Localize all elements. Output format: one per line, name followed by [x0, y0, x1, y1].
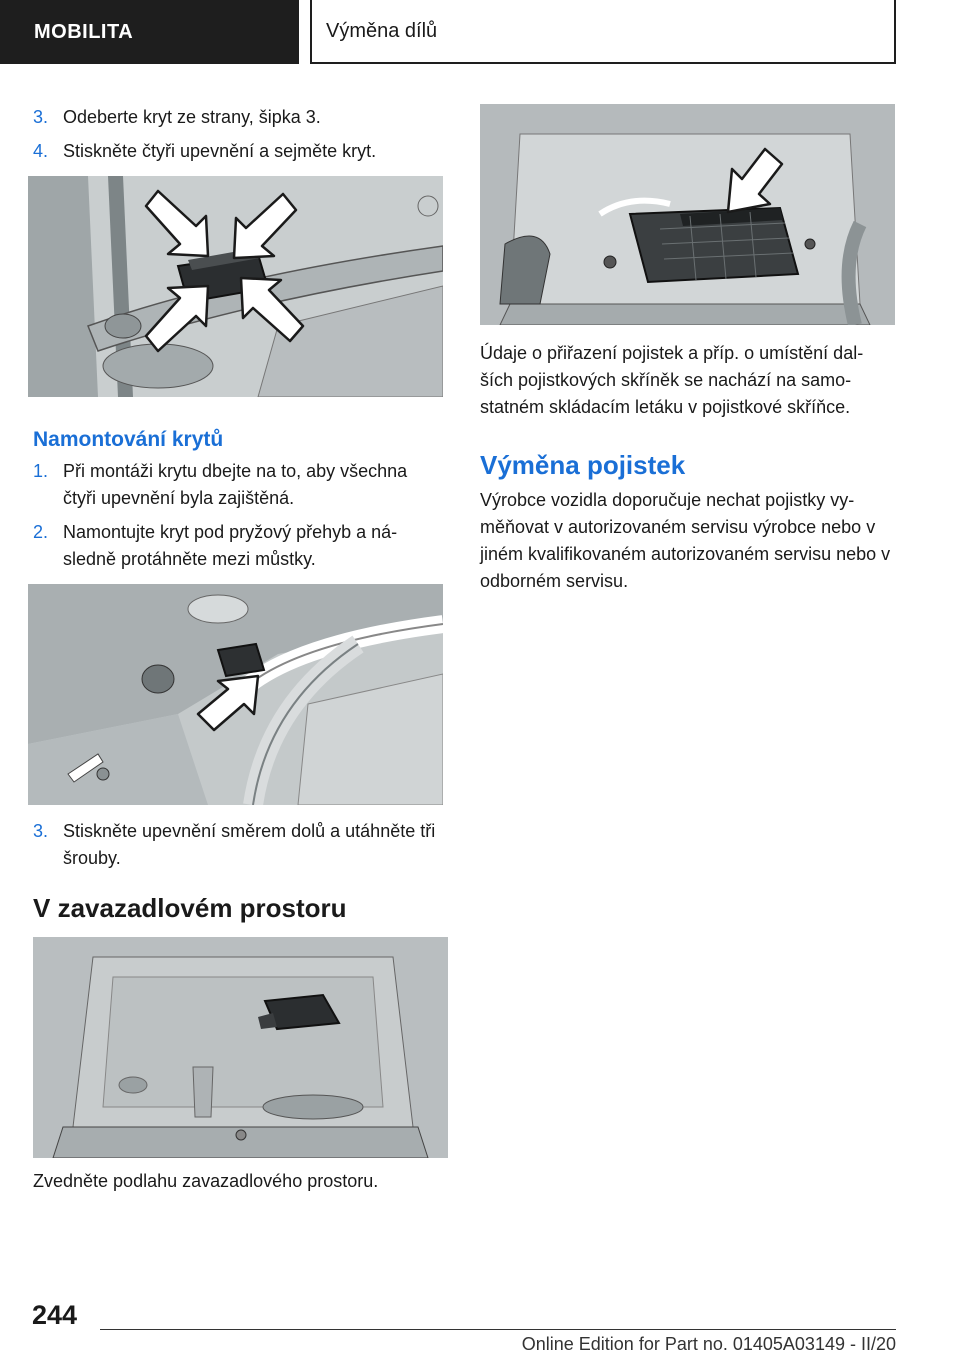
step-item: 3. Odeberte kryt ze strany, šipka 3. — [33, 107, 321, 127]
step-item: 1. Při montáži krytu dbejte na to, aby všechna čtyři upevnění byla zajištěná. — [33, 461, 408, 508]
fuses-text: Výrobce vozidla doporučuje nechat pojistky vy‐měňovat v autorizovaném servisu výrobce nebo v jiném kvalifikovaném autorizovaném servisu nebo v odborném servisu. — [480, 490, 891, 591]
section-label: MOBILITA — [34, 20, 134, 43]
page-header-title: Výměna dílů — [326, 19, 438, 42]
step-item: 2. Namontujte kryt pod pryžový přehyb a ná‐sledně protáhněte mezi můstky. — [33, 522, 398, 569]
trunk-floor-image — [33, 937, 448, 1158]
header-title-bar — [310, 0, 896, 64]
steps-remove-cover — [33, 104, 443, 165]
step-item: 4. Stiskněte čtyři upevnění a sejměte kryt. — [33, 141, 377, 161]
trunk-caption-block — [33, 1168, 453, 1195]
fuse-box-image — [480, 104, 895, 325]
heading-mount-covers: Namontování krytů — [33, 428, 224, 451]
heading-replace-fuses: Výměna pojistek — [480, 450, 686, 480]
trunk-caption: Zvedněte podlahu zavazadlového prostoru. — [33, 1171, 379, 1191]
cover-fasteners-image — [28, 176, 443, 397]
steps-mount-cover — [33, 458, 443, 573]
steps-tighten — [33, 818, 443, 872]
section-tab — [0, 0, 299, 64]
fuse-assignment-text: Údaje o přiřazení pojistek a příp. o umístění dal‐ších pojistkových skříněk se nachází na samo‐statném skládacím letáku v pojistkové skříňce. — [480, 343, 864, 417]
fuses-section — [480, 450, 896, 595]
fuse-info — [480, 340, 896, 421]
mount-section — [33, 428, 443, 573]
step-item: 3. Stiskněte upevnění směrem dolů a utáhněte tři šrouby. — [33, 821, 436, 868]
page-number: 244 — [32, 1300, 78, 1330]
edition-footer: Online Edition for Part no. 01405A03149 - II/20 — [521, 1334, 896, 1354]
trunk-section — [33, 893, 453, 924]
cover-mounting-image — [28, 584, 443, 805]
footer-rule — [100, 1329, 896, 1330]
heading-trunk: V zavazadlovém prostoru — [33, 893, 347, 923]
